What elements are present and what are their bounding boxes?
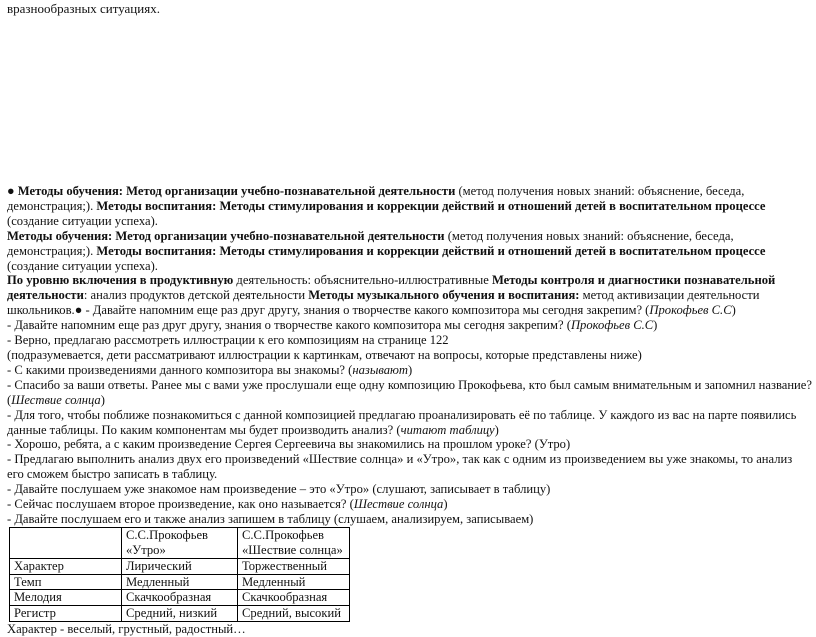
text: )	[443, 497, 448, 512]
dialogue-line	[7, 408, 812, 438]
bullet-icon: ●	[74, 303, 83, 318]
table-row	[10, 558, 350, 574]
table-row	[10, 606, 350, 622]
table-cell: Торжественный	[238, 558, 350, 574]
table-cell: Скачкообразная	[122, 590, 238, 606]
table-cell: Темп	[10, 574, 122, 590]
dialogue-line: - Верно, предлагаю рассмотреть иллюстрации к его композициям на странице 122	[7, 333, 449, 348]
table-header-cell: С.С.Прокофьев «Утро»	[122, 527, 238, 558]
table-header-row	[10, 527, 350, 558]
bold-text: По уровню включения в продуктивную	[7, 273, 234, 288]
text: )	[653, 318, 658, 333]
paragraph-methods-2	[7, 229, 812, 274]
table-row	[10, 574, 350, 590]
bold-text: Методы контроля и диагностики познавательной деятельности	[7, 273, 776, 303]
table-cell: Лирический	[122, 558, 238, 574]
text: - Сейчас послушаем второе произведение, как оно называется? (	[7, 497, 354, 512]
text: - Для того, чтобы поближе познакомиться с данной композицией предлагаю проанализировать её по таблице. У каждого из вас на парте появились данные таблицы. По каким компонентам мы будет производить анализ? (	[7, 407, 797, 437]
dialogue-line	[7, 363, 812, 378]
text: )	[494, 422, 499, 437]
text: - С какими произведениями данного композитора вы знакомы? (	[7, 362, 353, 377]
text: (создание ситуации успеха).	[7, 258, 158, 273]
paragraph-methods-3	[7, 273, 812, 318]
dialogue-line	[7, 497, 812, 512]
dialogue-line: - Хорошо, ребята, а с каким произведение Сергея Сергеевича вы знакомились на прошлом уроке? (Утро)	[7, 437, 571, 452]
italic-text: Шествие солнца	[353, 497, 444, 512]
text: )	[408, 362, 413, 377]
bold-text: Методы воспитания: Методы стимулирования и коррекции действий и отношений детей в воспитательном процессе	[96, 198, 766, 213]
table-cell: Характер	[10, 558, 122, 574]
text: (метод получения новых знаний: объяснение, беседа, демонстрация;).	[7, 228, 734, 258]
document-body	[7, 184, 812, 637]
text: (метод получения новых знаний: объяснение, беседа, демонстрация;).	[7, 184, 745, 213]
text: - Давайте напомним еще раз друг другу, знания о творчестве какого композитора мы сегодня закрепим? (	[82, 303, 650, 318]
text: - Спасибо за ваши ответы. Ранее мы с вами уже прослушали еще одну композицию Прокофьева, кто был самым внимательным и запомнил название? (	[7, 377, 812, 407]
table-cell: Средний, низкий	[122, 606, 238, 622]
bold-text: Методы воспитания: Методы стимулирования и коррекции действий и отношений детей в воспитательном процессе	[96, 243, 766, 258]
table-cell: Мелодия	[10, 590, 122, 606]
table-row	[10, 590, 350, 606]
dialogue-line: - Предлагаю выполнить анализ двух его произведений «Шествие солнца» и «Утро», так как с одним из произведением вы уже знакомы, то анализ его сможем быстро записать в таблицу.	[7, 452, 793, 482]
dialogue-line	[7, 378, 812, 408]
table-cell: Медленный	[238, 574, 350, 590]
text: )	[100, 392, 105, 407]
paragraph-methods-1	[7, 184, 812, 229]
table-cell: Медленный	[122, 574, 238, 590]
italic-text: читают таблицу	[400, 422, 495, 437]
table-cell: Скачкообразная	[238, 590, 350, 606]
text: - Давайте напомним еще раз друг другу, знания о творчестве какого композитора мы сегодня закрепим? (	[7, 318, 571, 333]
italic-text: Шествие солнца	[11, 392, 101, 407]
footer-line: Характер - веселый, грустный, радостный…	[7, 622, 246, 637]
table-cell: Средний, высокий	[238, 606, 350, 622]
dialogue-line: - Давайте послушаем его и также анализ запишем в таблицу (слушаем, анализируем, записываем)	[7, 511, 534, 526]
table-header-cell	[10, 527, 122, 558]
table-header-cell: С.С.Прокофьев «Шествие солнца»	[238, 527, 350, 558]
text: метод активизации деятельности школьников.	[7, 288, 760, 318]
bold-text: Методы музыкального обучения и воспитания:	[308, 288, 580, 303]
bullet-icon: ●	[7, 184, 15, 198]
dialogue-line: - Давайте послушаем уже знакомое нам произведение – это «Утро» (слушают, записывает в таблицу)	[7, 482, 551, 497]
italic-text: называют	[352, 362, 408, 377]
italic-text: Прокофьев С.С	[570, 318, 654, 333]
dialogue-line: (подразумевается, дети рассматривают иллюстрации к картинкам, отвечают на вопросы, которые представлены ниже)	[7, 347, 642, 362]
table-cell: Регистр	[10, 606, 122, 622]
text: )	[731, 303, 736, 318]
text: деятельность: объяснительно-иллюстративные	[233, 273, 492, 288]
bold-text: Методы обучения: Метод организации учебно-познавательной деятельности	[17, 184, 456, 198]
analysis-table	[9, 527, 350, 622]
italic-text: Прокофьев С.С	[649, 303, 732, 318]
bold-text: Методы обучения: Метод организации учебно-познавательной деятельности	[7, 228, 445, 243]
text: (создание ситуации успеха).	[7, 213, 158, 228]
text: : анализ продуктов детской деятельности	[83, 288, 309, 303]
top-text-fragment: вразнообразных ситуациях.	[7, 1, 160, 16]
dialogue-line	[7, 318, 812, 333]
